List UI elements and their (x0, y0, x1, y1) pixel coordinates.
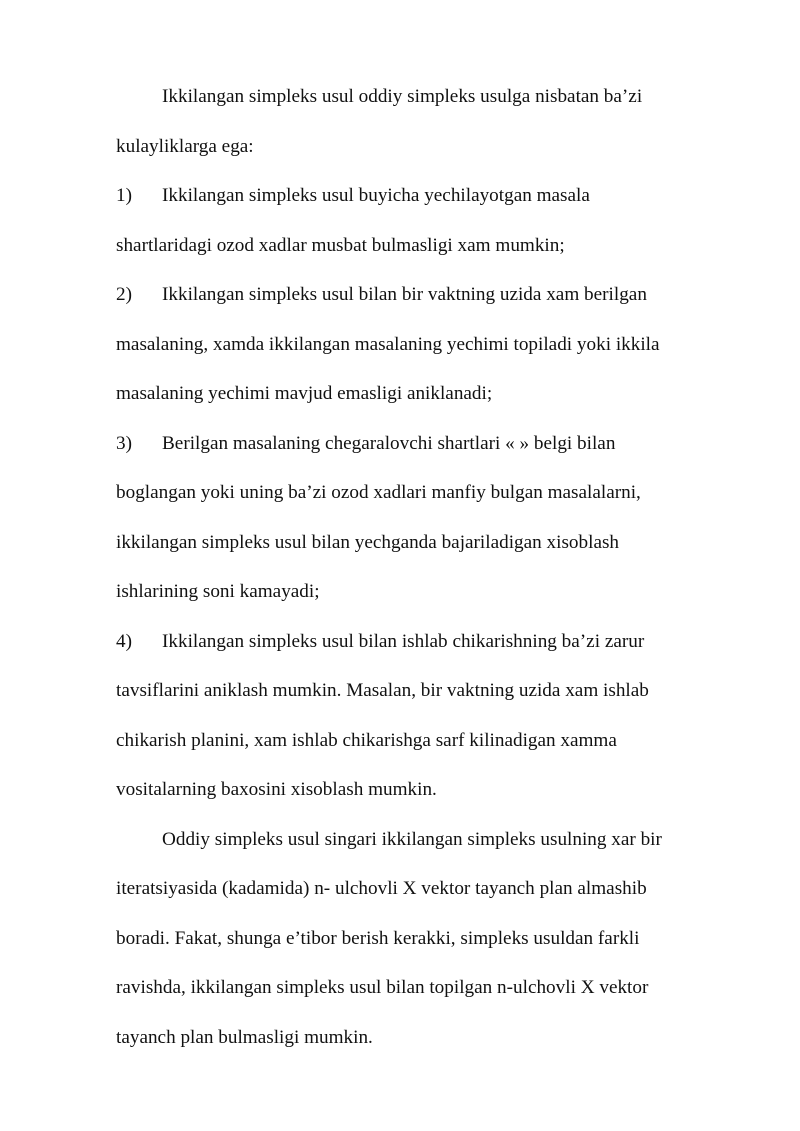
text-line: ishlarining soni kamayadi; (116, 581, 320, 602)
intro-paragraph (116, 72, 726, 171)
text-line: masalaning yechimi mavjud emasligi aniklanadi; (116, 383, 493, 404)
list-text: Berilgan masalaning chegaralovchi shartlari « » belgi bilan (162, 432, 616, 454)
text-line: ikkilangan simpleks usul bilan yechganda bajariladigan xisoblash (116, 531, 620, 553)
text-line: boradi. Fakat, shunga e’tibor berish kerakki, simpleks usuldan farkli (116, 927, 640, 949)
text-line: tayanch plan bulmasligi mumkin. (116, 1026, 373, 1048)
closing-paragraph (116, 815, 726, 1063)
text-line: iteratsiyasida (kadamida) n- ulchovli X vektor tayanch plan almashib (116, 878, 647, 899)
list-item (116, 171, 726, 270)
list-text: Ikkilangan simpleks usul bilan bir vaktning uzida xam berilgan (162, 284, 647, 305)
list-text: Ikkilangan simpleks usul bilan ishlab chikarishning ba’zi zarur (162, 630, 645, 652)
text-line (116, 419, 726, 469)
list-number: 3) (116, 432, 132, 454)
text-line: boglangan yoki uning ba’zi ozod xadlari manfiy bulgan masalalarni, (116, 482, 641, 503)
text-line: kulayliklarga ega: (116, 135, 254, 157)
text-line: shartlaridagi ozod xadlar musbat bulmasligi xam mumkin; (116, 234, 565, 256)
list-text: Ikkilangan simpleks usul buyicha yechilayotgan masala (162, 185, 590, 206)
list-item (116, 419, 726, 617)
text-line (116, 617, 726, 667)
text-line (116, 171, 726, 221)
text-line: chikarish planini, xam ishlab chikarishga sarf kilinadigan xamma (116, 729, 617, 751)
text-line: Ikkilangan simpleks usul oddiy simpleks usulga nisbatan ba’zi (162, 86, 643, 107)
text-line: masalaning, xamda ikkilangan masalaning yechimi topiladi yoki ikkila (116, 333, 660, 355)
document-body (116, 72, 726, 1062)
text-line: vositalarning baxosini xisoblash mumkin. (116, 779, 437, 800)
text-line: Oddiy simpleks usul singari ikkilangan simpleks usulning xar bir (162, 828, 662, 850)
text-line (116, 270, 726, 320)
list-number: 1) (116, 185, 132, 206)
list-number: 2) (116, 284, 132, 305)
list-number: 4) (116, 630, 132, 652)
list-item (116, 617, 726, 815)
list-item (116, 270, 726, 419)
text-line: tavsiflarini aniklash mumkin. Masalan, bir vaktning uzida xam ishlab (116, 680, 649, 701)
text-line: ravishda, ikkilangan simpleks usul bilan topilgan n-ulchovli X vektor (116, 977, 649, 998)
